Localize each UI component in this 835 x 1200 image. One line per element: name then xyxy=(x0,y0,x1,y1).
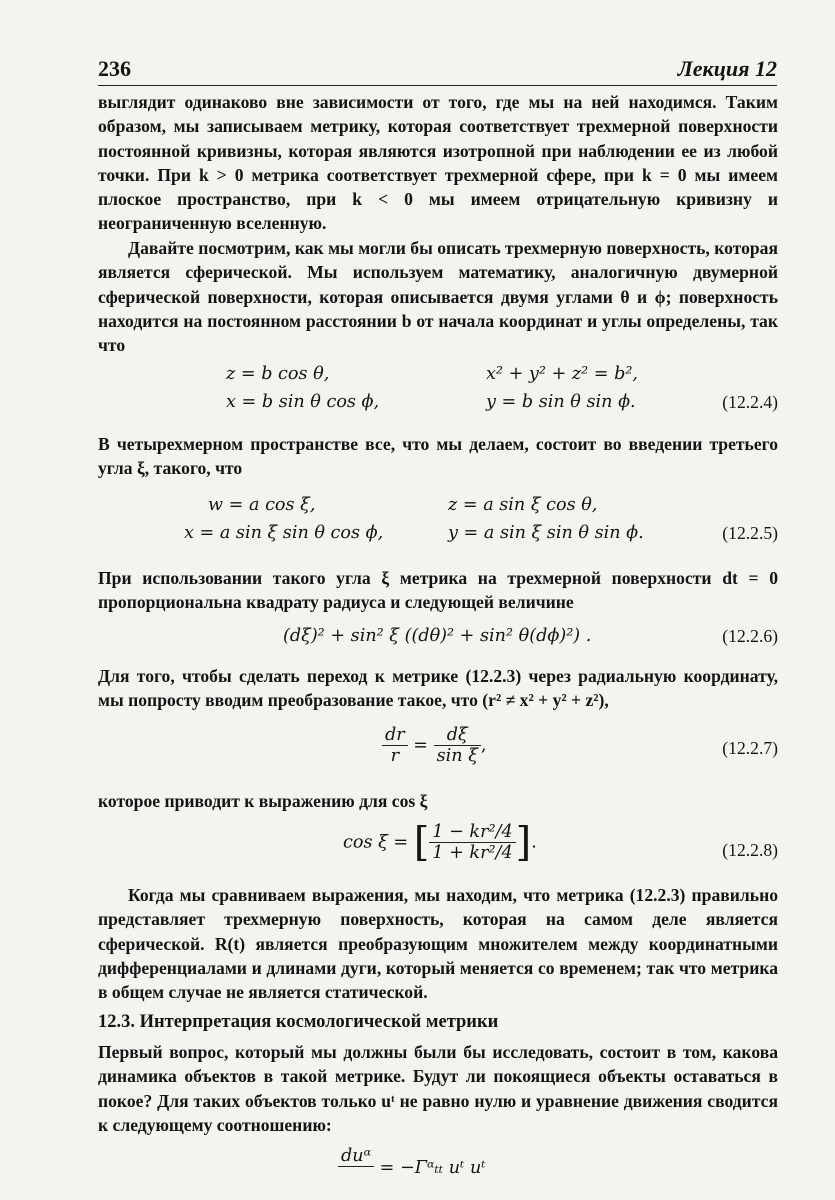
equation-number: (12.2.7) xyxy=(722,738,778,758)
eq-12-2-5-c: x = a sin ξ sin θ cos ϕ, xyxy=(184,523,384,543)
fraction-dr-r xyxy=(382,725,408,766)
equation-number: (12.2.4) xyxy=(722,392,778,412)
paragraph-3: В четырехмерном пространстве все, что мы делаем, состоит во введении третьего угла ξ, такого, что xyxy=(98,434,778,479)
fraction-denominator: 1 + kr²/4 xyxy=(432,843,513,863)
paragraph-5: Для того, чтобы сделать переход к метрике (12.2.3) через радиальную координату, мы попросту вводим преобразование такое, что (r² ≠ x² + y² + z²), xyxy=(98,666,778,711)
equation-number: (12.2.6) xyxy=(722,626,778,646)
paragraph-4: При использовании такого угла ξ метрика на трехмерной поверхности dt = 0 пропорциональна квадрату радиуса и следующей величине xyxy=(98,568,778,613)
running-title: Лекция 12 xyxy=(677,56,777,81)
equation-12-2-6 xyxy=(98,626,778,654)
paragraph-7: Когда мы сравниваем выражения, мы находим, что метрика (12.2.3) правильно представляет трехмерную поверхность, которая на самом деле является сферической. R(t) является преобразующим множителем между координатными дифференциалами и длинами дуги, который меняется со временем; так что метрика в общем случае не является статической. xyxy=(98,885,778,1003)
fraction-cos-xi xyxy=(429,822,515,863)
equation-12-2-8 xyxy=(98,819,778,882)
eq-12-2-5-a: w = a cos ξ, xyxy=(208,495,316,515)
fraction-denominator: r xyxy=(390,746,400,766)
page-header xyxy=(98,50,777,82)
header-rule xyxy=(98,85,777,86)
eq-partial-rhs: = −Γᵅₜₜ uᵗ uᵗ xyxy=(379,1158,486,1178)
paragraph-1: выглядит одинаково вне зависимости от того, где мы на ней находимся. Таким образом, мы записываем метрику, которая соответствует трехмерной поверхности постоянной кривизны, которая являются изотропной при наблюдении ее из любой точки. При k > 0 метрика соответствует трехмерной сфере, при k = 0 мы имеем плоское пространство, при k < 0 мы имеем отрицательную кривизну и неограниченную вселенную. xyxy=(98,92,778,234)
fraction-denominator: sin ξ xyxy=(436,746,478,766)
fraction-numerator: dξ xyxy=(434,725,481,746)
paragraph-2: Давайте посмотрим, как мы могли бы описать трехмерную поверхность, которая является сферической. Мы используем математику, аналогичную двумерной сферической поверхности, которая описывается двумя углами θ и ϕ; поверхность находится на постоянном расстоянии b от начала координат и углы определены, так что xyxy=(98,238,778,356)
page-number: 236 xyxy=(98,56,131,81)
eq-12-2-6-body: (dξ)² + sin² ξ ((dθ)² + sin² θ(dϕ)²) . xyxy=(283,626,592,646)
equation-12-2-5 xyxy=(98,495,778,547)
equation-12-2-4 xyxy=(98,364,778,416)
fraction-numerator: dr xyxy=(382,725,408,746)
eq-12-2-5-b: z = a sin ξ cos θ, xyxy=(448,495,598,515)
eq-12-2-4-d: y = b sin θ sin ϕ. xyxy=(486,392,636,412)
left-bracket: [ xyxy=(413,819,430,866)
eq-partial-body xyxy=(338,1146,486,1178)
equation-number: (12.2.5) xyxy=(722,523,778,543)
section-heading: 12.3. Интерпретация космологической метрики xyxy=(98,1012,499,1032)
paragraph-8: Первый вопрос, который мы должны были бы исследовать, состоит в том, какова динамика объектов в такой метрике. Будут ли покоящиеся объекты оставаться в покое? Для таких объектов только uᵗ не равно нулю и уравнение движения сводится к следующему соотношению: xyxy=(98,1042,778,1135)
eq-12-2-5-d: y = a sin ξ sin θ sin ϕ. xyxy=(448,523,644,543)
equals-sign: = xyxy=(413,735,429,756)
eq-partial-numerator: duᵅ xyxy=(338,1146,374,1167)
fraction-dxi-sinxi xyxy=(434,725,481,766)
eq-12-2-4-a: z = b cos θ, xyxy=(226,364,330,384)
eq-12-2-4-c: x = b sin θ cos ϕ, xyxy=(226,392,380,412)
eq-12-2-7-body xyxy=(382,725,487,766)
comma: , xyxy=(480,735,487,756)
fraction-numerator: 1 − kr²/4 xyxy=(429,822,515,843)
eq-12-2-8-body xyxy=(343,819,537,866)
eq-12-2-4-b: x² + y² + z² = b², xyxy=(486,364,638,384)
equation-number: (12.2.8) xyxy=(722,840,778,860)
paragraph-6: которое приводит к выражению для cos ξ xyxy=(98,791,428,811)
equation-12-2-7 xyxy=(98,725,778,777)
eq-12-2-8-lhs: cos ξ = xyxy=(343,832,409,853)
period: . xyxy=(531,832,537,853)
right-bracket: ] xyxy=(515,819,532,866)
equation-partial xyxy=(98,1146,778,1186)
